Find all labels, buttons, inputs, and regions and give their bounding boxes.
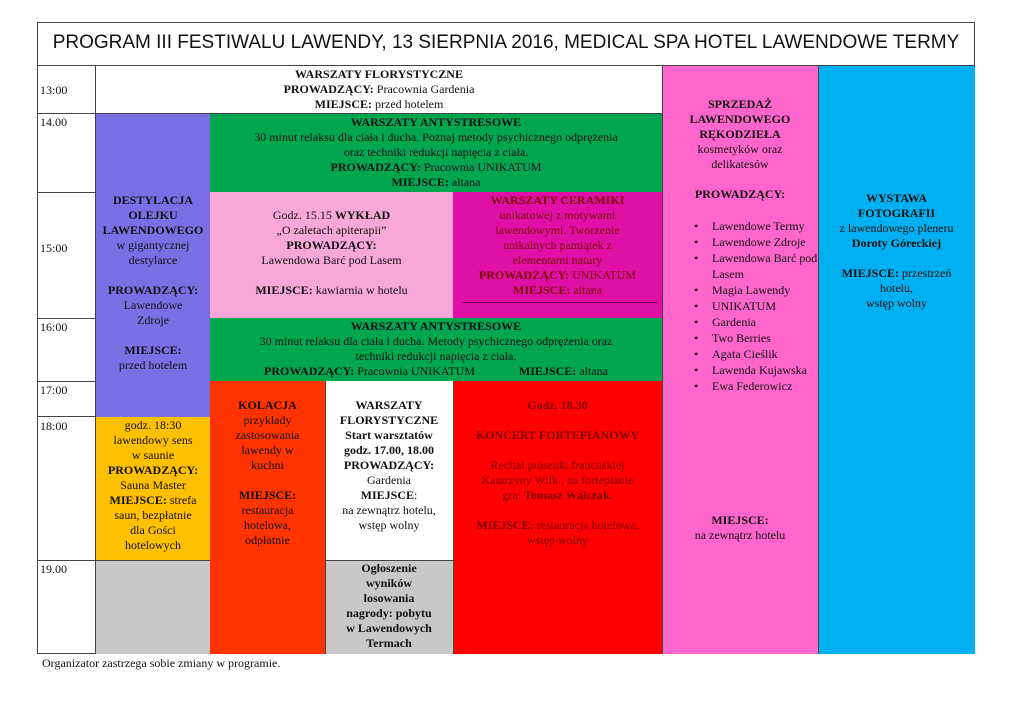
description: oraz techniki redukcji napięcia z ciała.: [343, 145, 529, 159]
label: MIEJSCE:: [841, 266, 900, 280]
crafts-location: [662, 513, 818, 545]
label: MIEJSCE:: [314, 97, 373, 111]
description: przykłady: [243, 413, 292, 427]
value: odpłatnie: [245, 533, 290, 547]
block-exhibition-bg: [818, 66, 975, 654]
label: MIEJSCE:: [513, 283, 571, 297]
value: Lawendowe: [123, 298, 183, 312]
value: Sauna Master: [120, 478, 186, 492]
label: MIEJSCE:: [109, 493, 167, 507]
value: kawiarnia w hotelu: [312, 283, 408, 297]
value: wstęp wolny: [866, 296, 927, 310]
sauna-event: [96, 418, 210, 561]
event-title: WYKŁAD: [334, 208, 391, 222]
vendor-list: [662, 218, 818, 394]
label: PROWADZĄCY:: [330, 160, 421, 174]
description: kuchni: [251, 458, 284, 472]
event-title: FLORYSTYCZNE: [339, 413, 439, 427]
piano-concert: [453, 398, 662, 558]
draw-results: [325, 561, 453, 654]
value: altana: [576, 364, 608, 378]
value: altana: [448, 175, 481, 189]
value: hotelu,: [880, 281, 913, 295]
row-divider: [37, 560, 96, 561]
event-title: w saunie: [131, 448, 175, 462]
value: hotelowa,: [244, 518, 291, 532]
event-time: Godz. 18.30: [527, 398, 588, 412]
label: MIEJSCE:: [711, 513, 769, 527]
list-item: • Lawendowa Barć pod Lasem: [712, 250, 818, 282]
label: PROWADZĄCY:: [286, 238, 377, 252]
value: Pracownia UNIKATUM: [354, 364, 475, 378]
value: Pracownia UNIKATUM: [420, 160, 542, 174]
event-title: DESTYLACJA: [112, 193, 193, 207]
label: PROWADZĄCY:: [478, 268, 570, 282]
list-item: • Lawendowe Termy: [712, 218, 818, 234]
value: Zdroje: [137, 313, 169, 327]
event-title: WARSZATY ANTYSTRESOWE: [350, 319, 522, 333]
event-title: KONCERT FORTEPIANOWY: [475, 428, 640, 442]
time-label: 15:00: [40, 241, 68, 255]
event-title: SPRZEDAŻ: [707, 97, 772, 111]
label: PROWADZĄCY:: [264, 364, 355, 378]
label: MIEJSCE:: [124, 343, 182, 357]
description: z lawendowego pleneru: [839, 221, 954, 235]
description: kosmetyków oraz: [697, 142, 783, 156]
description: 30 minut relaksu dla ciała i ducha. Metody psychicznego odprężenia oraz: [259, 334, 613, 348]
value: Pracownia Gardenia: [373, 82, 475, 96]
value: Lawendowa Barć pod Lasem: [261, 253, 402, 267]
row-divider: [37, 381, 96, 382]
event-title: w Lawendowych: [346, 621, 432, 635]
label: PROWADZĄCY:: [107, 283, 199, 297]
description: lawendy w: [241, 443, 294, 457]
row-divider: [37, 113, 96, 114]
list-item: • Lawendowe Zdroje: [712, 234, 818, 250]
description: Recital piosenki francuskiej: [490, 458, 625, 472]
description: w gigantycznej: [116, 238, 190, 252]
row-divider: [37, 318, 96, 319]
description: lawendowymi. Tworzenie: [495, 223, 620, 237]
label: PROWADZĄCY:: [283, 82, 374, 96]
value: restauracja hotelowa,: [533, 518, 639, 532]
value: na zewnątrz hotelu,: [342, 503, 436, 517]
value: restauracja: [241, 503, 294, 517]
event-title: Ogłoszenie: [361, 561, 417, 575]
description: destylarce: [128, 253, 178, 267]
list-item: • Agata Cieślik: [712, 346, 818, 362]
event-title: WARSZATY FLORYSTYCZNE: [295, 67, 463, 81]
label: PROWADZĄCY:: [343, 458, 435, 472]
event-title: WARSZATY ANTYSTRESOWE: [350, 115, 522, 129]
ceramics-workshop: [453, 193, 662, 305]
value: saun, bezpłatnie: [114, 508, 192, 522]
value: przestrzeń: [899, 266, 952, 280]
row-divider: [37, 192, 96, 193]
event-title: KOLACJA: [238, 398, 297, 412]
description: 30 minut relaksu dla ciała i ducha. Poznaj metody psychicznego odprężenia: [254, 130, 618, 144]
description: gra:: [502, 488, 524, 502]
event-title: losowania: [363, 591, 415, 605]
event-time: Start warsztatów: [345, 428, 433, 442]
event-title: lawendowy sens: [113, 433, 193, 447]
event-title: OLEJKU: [128, 208, 178, 222]
description: elementami natury: [512, 253, 603, 267]
event-title: LAWENDOWEGO: [102, 223, 204, 237]
event-title: wyników: [365, 576, 412, 590]
column-divider: [818, 66, 819, 654]
value: Gardenia: [367, 473, 411, 487]
label: MIEJSCE:: [476, 518, 534, 532]
label: MIEJSCE: [360, 488, 414, 502]
performer: Tomasz Walczak.: [523, 488, 613, 502]
label: PROWADZĄCY:: [107, 463, 199, 477]
value: dla Gości: [130, 523, 176, 537]
time-label: 17:00: [40, 383, 68, 397]
event-title: WARSZATY: [355, 398, 423, 412]
florist-workshop-top: [96, 66, 662, 113]
event-title: Termach: [366, 636, 412, 650]
description: zastosowania: [235, 428, 300, 442]
time-label: 13:00: [40, 83, 68, 97]
florist-workshop-2: [325, 398, 453, 558]
label: PROWADZĄCY:: [694, 187, 786, 201]
photo-exhibition: [818, 191, 975, 321]
event-time: godz. 18:30: [124, 418, 182, 432]
footer-note: Organizator zastrzega sobie zmiany w programie.: [42, 656, 281, 670]
event-time: godz. 17.00, 18.00: [344, 443, 434, 457]
lecture-event: [210, 208, 453, 318]
label: MIEJSCE:: [391, 175, 449, 189]
lecture-topic: „O zaletach apiterapii”: [276, 223, 387, 237]
list-item: • Magia Lawendy: [712, 282, 818, 298]
event-title: RĘKODZIEŁA: [699, 127, 781, 141]
time-label: 16:00: [40, 320, 68, 334]
antistress-workshop-1: [210, 114, 662, 192]
distillation-event: [96, 193, 210, 383]
value: na zewnątrz hotelu: [694, 528, 786, 542]
author: Doroty Góreckiej: [851, 236, 942, 250]
time-label: 18:00: [40, 419, 68, 433]
value: hotelowych: [125, 538, 181, 552]
event-title: WARSZATY CERAMIKI: [490, 193, 625, 207]
time-label: 19.00: [40, 562, 67, 576]
time-label: 14.00: [40, 115, 67, 129]
block-gray-bg: [96, 561, 210, 654]
value: wstęp wolny: [527, 533, 588, 547]
list-item: • Two Berries: [712, 330, 818, 346]
value: wstęp wolny: [358, 518, 420, 532]
event-title: LAWENDOWEGO: [689, 112, 791, 126]
row-divider: [37, 416, 96, 417]
lecture-time: Godz. 15.15: [272, 208, 335, 222]
description: Katarzyny Wilk , na fortepianie: [481, 473, 634, 487]
description: techniki redukcji napięcia z ciała.: [355, 349, 517, 363]
list-item: • Ewa Federowicz: [712, 378, 818, 394]
description: unikatowej z motywami: [499, 208, 616, 222]
value: UNIKATUM: [569, 268, 637, 282]
value: :: [414, 488, 418, 502]
crafts-sale: [662, 97, 818, 547]
list-item: • Lawenda Kujawska: [712, 362, 818, 378]
event-title: nagrody: pobytu: [346, 606, 432, 620]
supper-event: [210, 398, 325, 558]
value: strefa: [166, 493, 197, 507]
description: unikalnych pamiątek z: [503, 238, 612, 252]
event-title: WYSTAWA: [865, 191, 928, 205]
list-item: • Gardenia: [712, 314, 818, 330]
value: przed hotelem: [118, 358, 188, 372]
antistress-workshop-2: [210, 319, 662, 381]
value: altana: [570, 283, 602, 297]
label: MIEJSCE:: [238, 488, 297, 502]
description: delikatesów: [711, 157, 769, 171]
list-item: • UNIKATUM: [712, 298, 818, 314]
label: MIEJSCE:: [255, 283, 313, 297]
label: MIEJSCE:: [518, 364, 577, 378]
value: przed hotelem: [372, 97, 444, 111]
page-title: PROGRAM III FESTIWALU LAWENDY, 13 SIERPNIA 2016, MEDICAL SPA HOTEL LAWENDOWE TERMY: [37, 22, 975, 66]
event-title: FOTOGRAFII: [857, 206, 936, 220]
